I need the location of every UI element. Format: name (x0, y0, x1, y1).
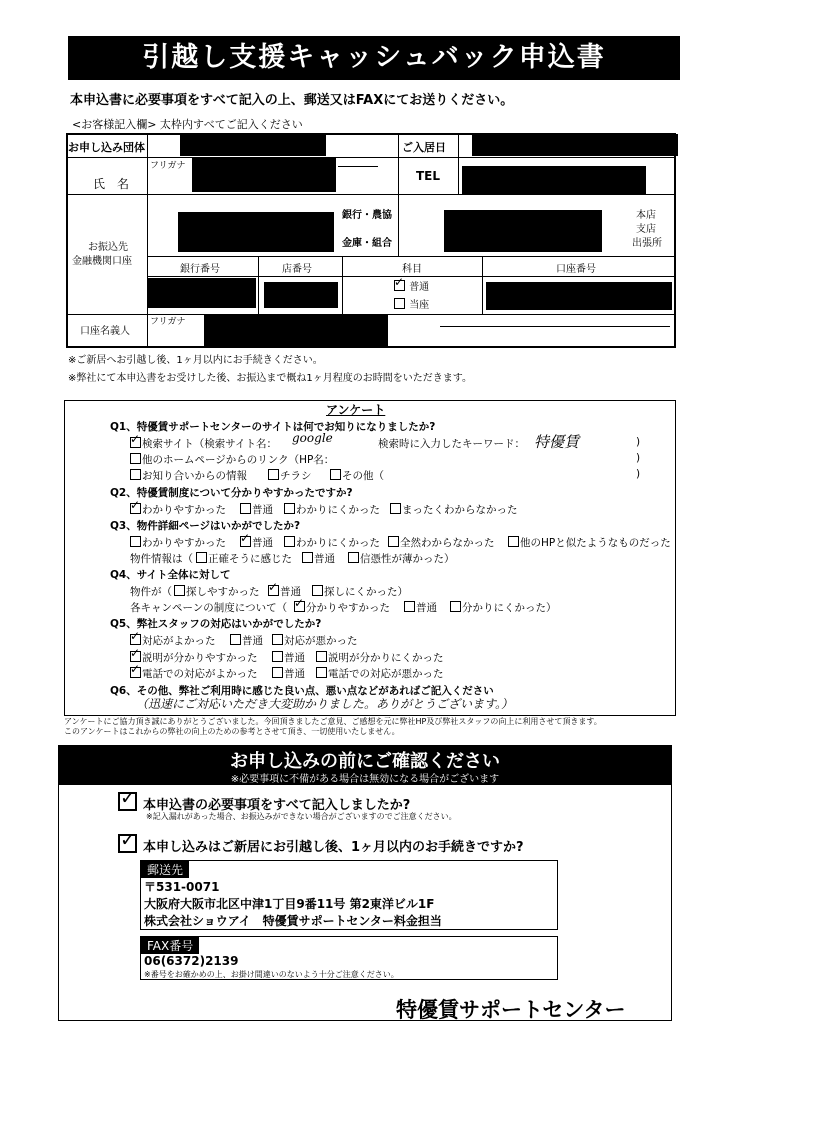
q5-1c-checkbox[interactable] (272, 634, 283, 645)
q5-1a-label: 対応がよかった (142, 635, 216, 647)
q3-info-a[interactable] (196, 551, 292, 566)
subject-header: 科目 (402, 264, 422, 275)
q3-b-label: 普通 (252, 537, 273, 549)
flyer-checkbox[interactable] (268, 469, 279, 480)
q5-1b[interactable] (230, 633, 263, 648)
confirm-subtitle: ※必要事項に不備がある場合は無効になる場合がございます (230, 774, 500, 785)
mail-label: 郵送先 (141, 861, 189, 878)
q3-b-checkbox[interactable] (240, 536, 251, 547)
q5-2b[interactable] (272, 650, 305, 665)
q2-option-c[interactable] (284, 502, 380, 517)
q4-prop-c-checkbox[interactable] (312, 585, 323, 596)
q3-a-checkbox[interactable] (130, 536, 141, 547)
q4-prop-label: 物件が（ (130, 586, 172, 598)
branch-top: 本店 (636, 210, 656, 221)
q6-answer: （迅速にご対応いただき大変助かりました。ありがとうございます。） (136, 697, 514, 711)
q2-a-label: わかりやすかった (142, 504, 226, 516)
q2-c-checkbox[interactable] (284, 503, 295, 514)
store-number-header: 店番号 (282, 264, 312, 275)
branch-mid: 支店 (636, 224, 656, 235)
q1-search-option[interactable] (130, 436, 277, 451)
q2-a-checkbox[interactable] (130, 503, 141, 514)
q3-info-c[interactable] (348, 551, 455, 566)
check-2-checkbox[interactable] (118, 834, 137, 853)
q1-flyer-option[interactable] (268, 468, 312, 483)
q5-2a-label: 説明が分かりやすかった (142, 652, 258, 664)
company: 株式会社ショウアイ 特優賃サポートセンター料金担当 (144, 914, 442, 928)
q5-1a-checkbox[interactable] (130, 634, 141, 645)
redaction (462, 166, 646, 194)
survey-footer-2: このアンケートはこれからの弊社の向上のための参考とさせて頂き、一切使用いたしません。 (64, 727, 400, 736)
q2-d-checkbox[interactable] (390, 503, 401, 514)
q2-option-d[interactable] (390, 502, 518, 517)
q3-option-e[interactable] (508, 535, 671, 550)
q5-2b-checkbox[interactable] (272, 651, 283, 662)
ordinary-label: 普通 (409, 282, 430, 293)
fax-number: 06(6372)2139 (144, 954, 239, 968)
flyer-label: チラシ (280, 470, 312, 482)
q4-camp-a-checkbox[interactable] (294, 601, 305, 612)
account-number-header: 口座番号 (556, 264, 596, 275)
q3-info-b[interactable] (302, 551, 335, 566)
q4-prop-a-checkbox[interactable] (174, 585, 185, 596)
q3-info-a-label: 正確そうに感じた (208, 553, 292, 565)
q5-3c[interactable] (316, 666, 444, 681)
q2-option-a[interactable] (130, 502, 226, 517)
check-1-note: ※記入漏れがあった場合、お振込みができない場合がございますのでご注意ください。 (146, 812, 457, 821)
q6: Q6、その他、弊社ご利用時に感じた良い点、悪い点などがあればご記入ください (110, 685, 494, 697)
q3-e-checkbox[interactable] (508, 536, 519, 547)
acquaint-label: お知り合いからの情報 (142, 470, 247, 482)
q3-e-label: 他のHPと似たようなものだった (520, 537, 671, 549)
q4-camp-c-checkbox[interactable] (450, 601, 461, 612)
name-label: 氏 名 (93, 177, 130, 191)
q2-c-label: わかりにくかった (296, 504, 380, 516)
q4-camp-c[interactable] (450, 600, 557, 615)
q3-info-b-checkbox[interactable] (302, 552, 313, 563)
name-furigana-label: フリガナ (150, 161, 186, 171)
q2-b-checkbox[interactable] (240, 503, 251, 514)
postal-code: 〒531-0071 (144, 880, 220, 894)
q2: Q2、特優賃制度について分かりやすかったですか? (110, 487, 353, 499)
q4-prop-b-checkbox[interactable] (268, 585, 279, 596)
q3: Q3、物件詳細ページはいかがでしたか? (110, 520, 301, 532)
search-site-label: 検索サイト（検索サイト名： (142, 438, 278, 450)
q5-3b[interactable] (272, 666, 305, 681)
ordinary-checkbox[interactable] (394, 280, 405, 291)
q5-3b-label: 普通 (284, 668, 305, 680)
q5: Q5、弊社スタッフの対応はいかがでしたか? (110, 618, 322, 630)
check-1[interactable] (118, 792, 410, 813)
q2-b-label: 普通 (252, 504, 273, 516)
q3-option-c[interactable] (284, 535, 380, 550)
q3-option-b[interactable] (240, 535, 273, 550)
q3-d-label: 全然わからなかった (400, 537, 495, 549)
bank-number-header: 銀行番号 (180, 264, 220, 275)
keyword-label: 検索時に入力したキーワード： (378, 438, 525, 450)
account-label-2: 金融機関口座 (72, 256, 132, 267)
q5-1c[interactable] (272, 633, 358, 648)
redaction (178, 212, 334, 252)
q3-info-b-label: 普通 (314, 553, 335, 565)
q2-d-label: まったくわからなかった (402, 504, 518, 516)
check-2-label: 本申し込みはご新居にお引越し後、1ヶ月以内のお手続きですか? (143, 840, 524, 855)
q3-option-d[interactable] (388, 535, 495, 550)
current-label: 当座 (409, 300, 430, 311)
other-hp-label: 他のホームページからのリンク（HP名： (142, 454, 335, 466)
q4-camp-c-label: 分かりにくかった） (462, 602, 557, 614)
q3-a-label: わかりやすかった (142, 537, 226, 549)
other-checkbox[interactable] (330, 469, 341, 480)
q2-option-b[interactable] (240, 502, 273, 517)
q1: Q1、特優賃サポートセンターのサイトは何でお知りになりましたか? (110, 421, 436, 433)
bank-type-bottom: 金庫・組合 (342, 238, 392, 249)
q5-2a-checkbox[interactable] (130, 651, 141, 662)
redaction (148, 278, 256, 308)
q4-camp-a-label: 分かりやすかった (306, 602, 390, 614)
check-2[interactable] (118, 834, 524, 855)
q3-c-checkbox[interactable] (284, 536, 295, 547)
q5-2c-checkbox[interactable] (316, 651, 327, 662)
check-1-label: 本申込書の必要事項をすべて記入しましたか? (143, 798, 411, 813)
redaction (264, 282, 338, 308)
q4-prop-c-label: 探しにくかった） (324, 586, 408, 598)
other-hp-checkbox[interactable] (130, 453, 141, 464)
subject-ordinary[interactable] (394, 278, 429, 293)
redaction (180, 134, 326, 156)
q4-camp-a[interactable] (294, 600, 390, 615)
q3-info-c-label: 信憑性が薄かった） (360, 553, 455, 565)
q4-camp-b[interactable] (404, 600, 437, 615)
q5-2a[interactable] (130, 650, 258, 665)
q4-camp-b-checkbox[interactable] (404, 601, 415, 612)
instruction-text: 本申込書に必要事項をすべて記入の上、郵送又はFAXにてお送りください。 (70, 93, 514, 108)
q5-2b-label: 普通 (284, 652, 305, 664)
search-site-value: google (292, 431, 333, 445)
survey-footer-1: アンケートにご協力頂き誠にありがとうございました。今回頂きましたご意見、ご感想を元に弊社HP及び弊社スタッフの向上に利用させて頂きます。 (64, 717, 602, 726)
q1-other-option[interactable] (330, 468, 384, 483)
form-title: 引越し支援キャッシュバック申込書 (68, 36, 680, 80)
q5-3c-label: 電話での対応が悪かった (328, 668, 444, 680)
apply-group-label: お申し込み団体 (68, 141, 145, 154)
q5-3a-checkbox[interactable] (130, 667, 141, 678)
q4-prop-a[interactable] (174, 584, 260, 599)
check-1-checkbox[interactable] (118, 792, 137, 811)
q3-info-a-checkbox[interactable] (196, 552, 207, 563)
q4: Q4、サイト全体に対して (110, 569, 231, 581)
redaction (472, 134, 678, 156)
q5-3c-checkbox[interactable] (316, 667, 327, 678)
holder-furigana-label: フリガナ (150, 317, 186, 327)
q1-acquaint-option[interactable] (130, 468, 247, 483)
note-2: ※弊社にて本申込書をお受けした後、お振込まで概ね1ヶ月程度のお時間をいただきます。 (68, 373, 472, 384)
q5-2c[interactable] (316, 650, 444, 665)
keyword-value: 特優賃 (534, 433, 580, 451)
fax-note: ※番号をお確かめの上、お掛け間違いのないよう十分ご注意ください。 (144, 970, 399, 979)
q5-1b-label: 普通 (242, 635, 263, 647)
tel-label: TEL (416, 169, 441, 183)
q3-option-a[interactable] (130, 535, 226, 550)
survey-title: アンケート (326, 403, 386, 417)
current-checkbox[interactable] (394, 298, 405, 309)
q5-3b-checkbox[interactable] (272, 667, 283, 678)
q5-3a-label: 電話での対応がよかった (142, 668, 258, 680)
q3-info-c-checkbox[interactable] (348, 552, 359, 563)
q5-1b-checkbox[interactable] (230, 634, 241, 645)
q4-camp-b-label: 普通 (416, 602, 437, 614)
q5-1c-label: 対応が悪かった (284, 635, 358, 647)
redaction (444, 210, 602, 252)
other-label: その他（ (342, 470, 384, 482)
section-label: <お客様記入欄> 太枠内すべてご記入ください (72, 118, 303, 131)
account-label-1: お振込先 (88, 242, 128, 253)
note-1: ※ご新居へお引越し後、1ヶ月以内にお手続きください。 (68, 355, 323, 366)
search-site-checkbox[interactable] (130, 437, 141, 448)
redaction (486, 282, 672, 310)
acquaint-checkbox[interactable] (130, 469, 141, 480)
subject-current[interactable] (394, 296, 429, 311)
redaction (192, 158, 336, 192)
confirm-title: お申し込みの前にご確認ください (230, 751, 500, 772)
account-holder-label: 口座名義人 (80, 326, 130, 337)
q5-3a[interactable] (130, 666, 258, 681)
q3-c-label: わかりにくかった (296, 537, 380, 549)
fax-label: FAX番号 (141, 937, 199, 954)
address: 大阪府大阪市北区中津1丁目9番11号 第2東洋ビル1F (144, 897, 435, 911)
q4-prop-a-label: 探しやすかった (186, 586, 260, 598)
center-name: 特優賃サポートセンター (396, 998, 626, 1022)
move-in-date-label: ご入居日 (402, 141, 446, 154)
q1-other-hp-option[interactable] (130, 452, 334, 467)
q5-2c-label: 説明が分かりにくかった (328, 652, 444, 664)
redaction (204, 315, 388, 347)
q4-camp-label: 各キャンペーンの制度について（ (130, 602, 288, 614)
q3-d-checkbox[interactable] (388, 536, 399, 547)
q3-info-label: 物件情報は（ (130, 553, 193, 565)
branch-bottom: 出張所 (632, 238, 662, 249)
q5-1a[interactable] (130, 633, 216, 648)
q4-prop-b-label: 普通 (280, 586, 301, 598)
bank-type-top: 銀行・農協 (342, 210, 392, 221)
q4-prop-c[interactable] (312, 584, 408, 599)
